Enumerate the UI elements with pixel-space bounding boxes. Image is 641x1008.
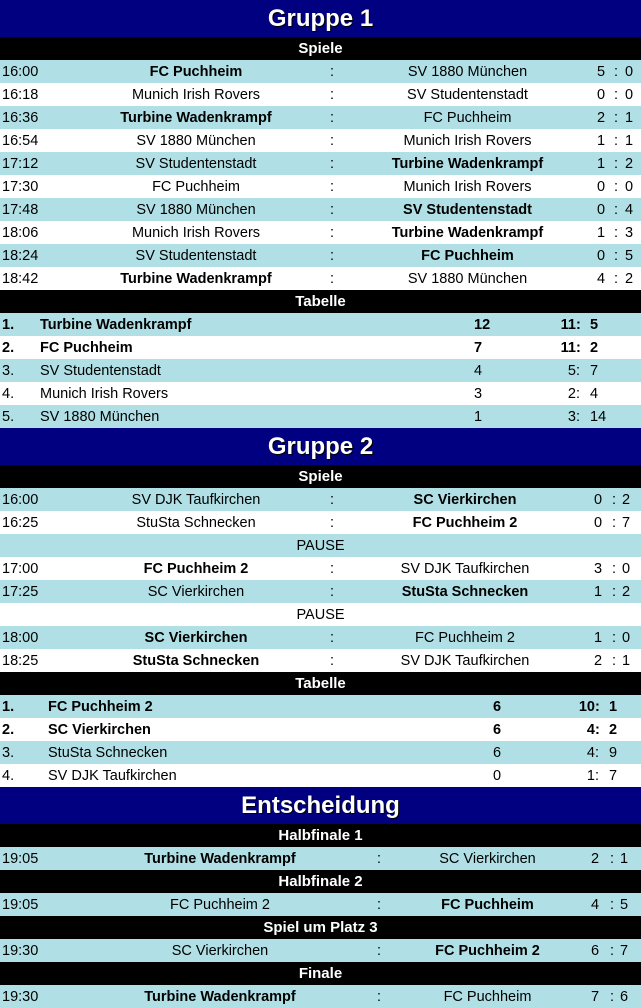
score-separator: : — [610, 896, 615, 913]
home-score: 0 — [597, 201, 606, 218]
versus-separator: : — [377, 896, 382, 913]
match-row — [0, 626, 641, 649]
table-rank: 2. — [2, 721, 15, 738]
away-team: SV Studentenstadt — [403, 201, 532, 218]
table-team: Turbine Wadenkrampf — [40, 316, 192, 333]
table-goal-separator: : — [576, 316, 581, 333]
home-score: 0 — [594, 491, 603, 508]
home-score: 0 — [597, 178, 606, 195]
away-score: 7 — [622, 514, 631, 531]
table-team: SV DJK Taufkirchen — [48, 767, 177, 784]
versus-separator: : — [330, 132, 335, 149]
home-team: SV DJK Taufkirchen — [131, 491, 261, 508]
home-score: 7 — [591, 988, 600, 1005]
away-score: 2 — [625, 155, 634, 172]
match-row — [0, 649, 641, 672]
away-team: FC Puchheim 2 — [415, 629, 515, 646]
match-row — [0, 106, 641, 129]
versus-separator: : — [330, 270, 335, 287]
home-team: SV 1880 München — [136, 132, 256, 149]
match-time: 16:36 — [2, 109, 39, 126]
versus-separator: : — [377, 942, 382, 959]
away-team: SV DJK Taufkirchen — [400, 560, 530, 577]
table-row — [0, 405, 641, 428]
table-goal-separator: : — [576, 362, 581, 379]
table-rank: 4. — [2, 385, 15, 402]
home-score: 1 — [594, 629, 603, 646]
group-2-games-header: Spiele — [0, 465, 641, 488]
table-rank: 5. — [2, 408, 15, 425]
score-separator: : — [614, 109, 619, 126]
score-separator: : — [610, 850, 615, 867]
away-score: 3 — [625, 224, 634, 241]
knockout-match-row — [0, 847, 641, 870]
table-goal-separator: : — [576, 385, 581, 402]
match-row — [0, 511, 641, 534]
away-score: 1 — [622, 652, 631, 669]
away-team: FC Puchheim — [421, 247, 514, 264]
table-goals-for: 1 — [586, 767, 595, 784]
table-goals-against: 9 — [609, 744, 618, 761]
table-row — [0, 382, 641, 405]
away-team: Turbine Wadenkrampf — [391, 224, 544, 241]
match-row — [0, 221, 641, 244]
table-row — [0, 695, 641, 718]
table-goals-against: 2 — [590, 339, 599, 356]
match-time: 16:18 — [2, 86, 39, 103]
home-score: 4 — [597, 270, 606, 287]
match-time: 19:05 — [2, 850, 39, 867]
versus-separator: : — [330, 109, 335, 126]
versus-separator: : — [330, 86, 335, 103]
versus-separator: : — [330, 583, 335, 600]
table-goal-separator: : — [595, 721, 600, 738]
versus-separator: : — [330, 652, 335, 669]
table-goals-for: 2 — [567, 385, 576, 402]
home-score: 2 — [597, 109, 606, 126]
table-goal-separator: : — [576, 408, 581, 425]
home-score: 5 — [597, 63, 606, 80]
table-points: 4 — [474, 362, 483, 379]
home-team: Turbine Wadenkrampf — [144, 988, 296, 1005]
away-score: 2 — [622, 491, 631, 508]
home-score: 1 — [597, 132, 606, 149]
home-score: 1 — [594, 583, 603, 600]
home-team: Turbine Wadenkrampf — [144, 850, 296, 867]
home-score: 4 — [591, 896, 600, 913]
versus-separator: : — [330, 629, 335, 646]
away-team: StuSta Schnecken — [401, 583, 529, 600]
table-team: FC Puchheim 2 — [48, 698, 153, 715]
match-row — [0, 488, 641, 511]
pause-label: PAUSE — [296, 537, 345, 554]
score-separator: : — [614, 224, 619, 241]
match-time: 16:25 — [2, 514, 39, 531]
match-row — [0, 557, 641, 580]
home-score: 1 — [597, 224, 606, 241]
score-separator: : — [614, 178, 619, 195]
away-team: SV Studentenstadt — [407, 86, 528, 103]
versus-separator: : — [330, 224, 335, 241]
table-goal-separator: : — [595, 744, 600, 761]
match-time: 17:48 — [2, 201, 39, 218]
versus-separator: : — [330, 514, 335, 531]
pause-label: PAUSE — [296, 606, 345, 623]
home-team: FC Puchheim 2 — [143, 560, 249, 577]
score-separator: : — [614, 247, 619, 264]
versus-separator: : — [330, 560, 335, 577]
round-header: Finale — [0, 962, 641, 985]
home-team: SV Studentenstadt — [135, 247, 257, 264]
match-row — [0, 83, 641, 106]
score-separator: : — [614, 155, 619, 172]
away-team: SC Vierkirchen — [439, 850, 536, 867]
score-separator: : — [610, 988, 615, 1005]
match-time: 16:54 — [2, 132, 39, 149]
group-1-title: Gruppe 1 — [0, 0, 641, 37]
away-team: Turbine Wadenkrampf — [391, 155, 544, 172]
table-goals-for: 5 — [567, 362, 576, 379]
away-team: FC Puchheim 2 — [435, 942, 540, 959]
away-score: 4 — [625, 201, 634, 218]
table-goals-against: 7 — [590, 362, 599, 379]
match-time: 18:25 — [2, 652, 39, 669]
score-separator: : — [614, 201, 619, 218]
table-points: 12 — [474, 316, 491, 333]
table-goals-against: 4 — [590, 385, 599, 402]
home-score: 0 — [597, 86, 606, 103]
away-team: FC Puchheim — [441, 896, 534, 913]
away-team: SC Vierkirchen — [413, 491, 517, 508]
table-points: 1 — [474, 408, 483, 425]
home-team: SC Vierkirchen — [144, 629, 248, 646]
home-team: FC Puchheim — [152, 178, 240, 195]
home-team: SC Vierkirchen — [171, 942, 269, 959]
table-points: 3 — [474, 385, 483, 402]
group-2-table-header: Tabelle — [0, 672, 641, 695]
table-goal-separator: : — [576, 339, 581, 356]
versus-separator: : — [330, 178, 335, 195]
score-separator: : — [612, 560, 617, 577]
away-score: 0 — [622, 560, 631, 577]
versus-separator: : — [330, 63, 335, 80]
home-score: 2 — [591, 850, 600, 867]
match-row — [0, 580, 641, 603]
versus-separator: : — [330, 201, 335, 218]
away-team: SV 1880 München — [407, 270, 528, 287]
score-separator: : — [614, 86, 619, 103]
knockout-match-row — [0, 985, 641, 1008]
table-row — [0, 764, 641, 787]
table-goals-against: 1 — [609, 698, 618, 715]
table-goals-for: 11 — [560, 339, 576, 356]
home-team: Turbine Wadenkrampf — [120, 270, 272, 287]
home-team: FC Puchheim — [149, 63, 243, 80]
away-score: 5 — [625, 247, 634, 264]
away-team: FC Puchheim — [443, 988, 532, 1005]
table-goals-against: 7 — [609, 767, 618, 784]
table-rank: 1. — [2, 316, 15, 333]
home-score: 0 — [594, 514, 603, 531]
home-score: 6 — [591, 942, 600, 959]
table-goal-separator: : — [595, 698, 600, 715]
home-score: 3 — [594, 560, 603, 577]
table-team: FC Puchheim — [40, 339, 133, 356]
table-row — [0, 313, 641, 336]
table-row — [0, 718, 641, 741]
table-team: Munich Irish Rovers — [40, 385, 169, 402]
away-score: 0 — [622, 629, 631, 646]
table-points: 6 — [493, 744, 502, 761]
table-rank: 2. — [2, 339, 15, 356]
home-team: SV Studentenstadt — [135, 155, 257, 172]
decision-title: Entscheidung — [0, 787, 641, 824]
table-rank: 3. — [2, 744, 15, 761]
away-score: 5 — [620, 896, 629, 913]
versus-separator: : — [377, 988, 382, 1005]
away-score: 6 — [620, 988, 629, 1005]
home-team: Munich Irish Rovers — [131, 86, 261, 103]
home-team: StuSta Schnecken — [132, 652, 260, 669]
home-score: 1 — [597, 155, 606, 172]
table-row — [0, 741, 641, 764]
match-time: 18:42 — [2, 270, 39, 287]
score-separator: : — [610, 942, 615, 959]
match-time: 18:00 — [2, 629, 39, 646]
table-team: StuSta Schnecken — [48, 744, 168, 761]
match-row — [0, 244, 641, 267]
table-goal-separator: : — [595, 767, 600, 784]
pause-row — [0, 534, 641, 557]
match-time: 17:25 — [2, 583, 39, 600]
away-team: Munich Irish Rovers — [403, 178, 532, 195]
match-row — [0, 152, 641, 175]
away-team: FC Puchheim 2 — [412, 514, 518, 531]
score-separator: : — [612, 652, 617, 669]
home-team: Turbine Wadenkrampf — [120, 109, 272, 126]
away-score: 0 — [625, 63, 634, 80]
match-time: 19:30 — [2, 942, 39, 959]
table-points: 7 — [474, 339, 483, 356]
round-header: Halbfinale 1 — [0, 824, 641, 847]
away-team: FC Puchheim — [423, 109, 512, 126]
away-score: 2 — [625, 270, 634, 287]
versus-separator: : — [330, 247, 335, 264]
match-time: 17:00 — [2, 560, 39, 577]
table-row — [0, 359, 641, 382]
home-score: 2 — [594, 652, 603, 669]
away-score: 0 — [625, 178, 634, 195]
match-time: 19:30 — [2, 988, 39, 1005]
score-separator: : — [612, 491, 617, 508]
table-goals-for: 4 — [586, 721, 595, 738]
table-goals-for: 3 — [567, 408, 576, 425]
round-header: Spiel um Platz 3 — [0, 916, 641, 939]
away-team: SV DJK Taufkirchen — [400, 652, 530, 669]
home-team: StuSta Schnecken — [136, 514, 256, 531]
score-separator: : — [614, 270, 619, 287]
table-rank: 3. — [2, 362, 15, 379]
group-1-table-header: Tabelle — [0, 290, 641, 313]
match-time: 17:30 — [2, 178, 39, 195]
away-score: 7 — [620, 942, 629, 959]
table-rank: 1. — [2, 698, 15, 715]
pause-row — [0, 603, 641, 626]
score-separator: : — [612, 629, 617, 646]
match-time: 18:06 — [2, 224, 39, 241]
table-team: SC Vierkirchen — [48, 721, 151, 738]
away-score: 1 — [625, 132, 634, 149]
group-1-games-header: Spiele — [0, 37, 641, 60]
match-time: 16:00 — [2, 63, 39, 80]
home-team: SV 1880 München — [136, 201, 256, 218]
match-row — [0, 129, 641, 152]
away-score: 1 — [620, 850, 629, 867]
table-points: 6 — [493, 721, 502, 738]
match-row — [0, 198, 641, 221]
table-points: 0 — [493, 767, 502, 784]
table-goals-for: 11 — [560, 316, 576, 333]
away-score: 1 — [625, 109, 634, 126]
home-team: Munich Irish Rovers — [131, 224, 261, 241]
match-time: 17:12 — [2, 155, 39, 172]
match-row — [0, 60, 641, 83]
match-row — [0, 267, 641, 290]
away-team: SV 1880 München — [407, 63, 528, 80]
score-separator: : — [614, 63, 619, 80]
table-points: 6 — [493, 698, 502, 715]
match-time: 16:00 — [2, 491, 39, 508]
table-row — [0, 336, 641, 359]
match-time: 19:05 — [2, 896, 39, 913]
table-goals-against: 5 — [590, 316, 599, 333]
score-separator: : — [614, 132, 619, 149]
match-row — [0, 175, 641, 198]
versus-separator: : — [377, 850, 382, 867]
score-separator: : — [612, 514, 617, 531]
knockout-match-row — [0, 939, 641, 962]
table-team: SV 1880 München — [40, 408, 160, 425]
table-goals-against: 2 — [609, 721, 618, 738]
away-score: 0 — [625, 86, 634, 103]
home-team: FC Puchheim 2 — [170, 896, 270, 913]
knockout-match-row — [0, 893, 641, 916]
score-separator: : — [612, 583, 617, 600]
versus-separator: : — [330, 491, 335, 508]
round-header: Halbfinale 2 — [0, 870, 641, 893]
table-rank: 4. — [2, 767, 15, 784]
home-score: 0 — [597, 247, 606, 264]
away-score: 2 — [622, 583, 631, 600]
group-2-title: Gruppe 2 — [0, 428, 641, 465]
away-team: Munich Irish Rovers — [403, 132, 532, 149]
versus-separator: : — [330, 155, 335, 172]
table-team: SV Studentenstadt — [40, 362, 161, 379]
table-goals-against: 14 — [590, 408, 607, 425]
table-goals-for: 4 — [586, 744, 595, 761]
home-team: SC Vierkirchen — [147, 583, 245, 600]
table-goals-for: 10 — [578, 698, 595, 715]
match-time: 18:24 — [2, 247, 39, 264]
